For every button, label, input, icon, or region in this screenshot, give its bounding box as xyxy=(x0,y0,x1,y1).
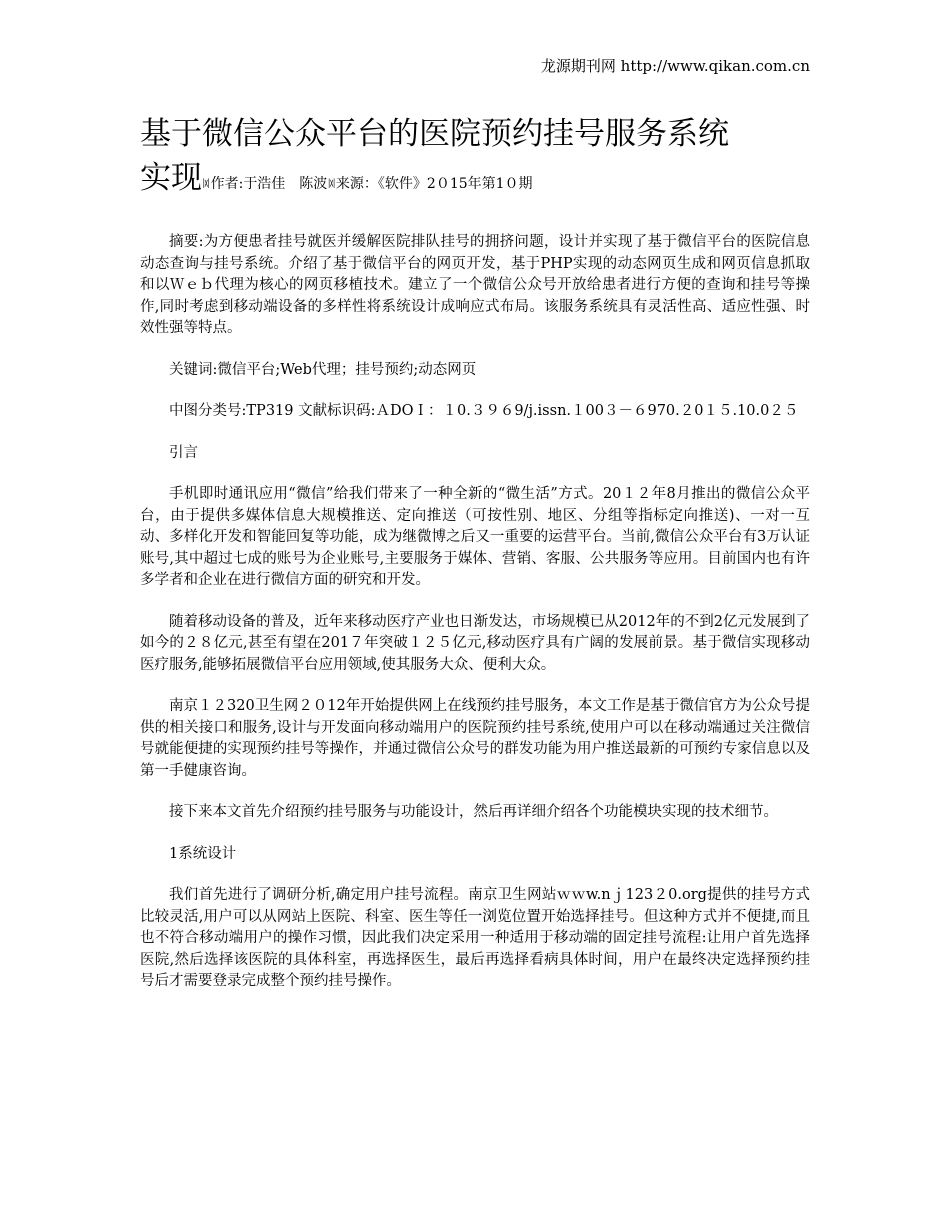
classification-paragraph: 中图分类号:TP319 文献标识码:ＡDOＩ：１0.３９６9/j.issn.１00３－６970.２0１５.10.0２５ xyxy=(169,403,799,419)
article-title xyxy=(140,112,820,207)
body-paragraph: 南京１２320卫生网２０12年开始提供网上在线预约挂号服务，本文工作是基于微信官方为公众号提供的相关接口和服务,设计与开发面向移动端用户的医院预约挂号系统,使用户可以在移动端通过关注微信号就能便捷的实现预约挂号等操作，并通过微信公众号的群发功能为用户推送最新的可预约专家信息以及第一手健康咨询。 xyxy=(140,698,810,779)
authors: 于浩佳 陈波 xyxy=(243,176,328,192)
body-paragraph: 接下来本文首先介绍预约挂号服务与功能设计，然后再详细介绍各个功能模块实现的技术细节。 xyxy=(169,804,778,820)
source-mark-icon: ꂀ xyxy=(327,178,336,191)
source-label: 来源： xyxy=(335,176,378,192)
article-body xyxy=(140,232,810,1013)
body-paragraph: 手机即时通讯应用“微信”给我们带来了一种全新的“微生活”方式。20１２年8月推出的微信公众平台，由于提供多媒体信息大规模推送、定向推送（可按性别、地区、分组等指标定向推送)、一对一互动、多样化开发和智能回复等功能，成为继微博之后又一重要的运营平台。当前,微信公众平台有3万认证账号,其中超过七成的账号为企业账号,主要服务于媒体、营销、客服、公共服务等应用。目前国内也有许多学者和企业在进行微信方面的研究和开发。 xyxy=(140,486,810,588)
source-journal: 《软件》2０15年第1０期 xyxy=(377,176,533,192)
title-line-2 xyxy=(140,156,820,207)
body-paragraph: 我们首先进行了调研分析,确定用户挂号流程。南京卫生网站ｗｗw.nｊ123２0.org提供的挂号方式比较灵活,用户可以从网站上医院、科室、医生等任一浏览位置开始选择挂号。但这种方式并不便捷,而且也不符合移动端用户的操作习惯，因此我们决定采用一种适用于移动端的固定挂号流程:让用户首先选择医院,然后选择该医院的具体科室，再选择医生，最后再选择看病具体时间，用户在最终决定选择预约挂号后才需要登录完成整个预约挂号操作。 xyxy=(140,887,810,989)
section-heading-introduction: 引言 xyxy=(169,444,198,461)
article-meta xyxy=(202,176,533,192)
page-header-source: 龙源期刊网 http://www.qikan.com.cn xyxy=(540,57,810,75)
keywords-paragraph: 关键词:微信平台;Web代理；挂号预约;动态网页 xyxy=(169,361,477,378)
title-line-2-text: 实现 xyxy=(140,160,202,196)
body-paragraph: 随着移动设备的普及，近年来移动医疗产业也日渐发达，市场规模已从2012年的不到2亿元发展到了如今的２８亿元,甚至有望在201７年突破１２５亿元,移动医疗具有广阔的发展前景。基于微信实现移动医疗服务,能够拓展微信平台应用领域,使其服务大众、便利大众。 xyxy=(140,613,810,673)
author-label: 作者: xyxy=(210,176,244,192)
section-heading-system-design: 1系统设计 xyxy=(169,845,237,862)
author-mark-icon: ꂀ xyxy=(202,178,211,191)
abstract-paragraph: 摘要:为方便患者挂号就医并缓解医院排队挂号的拥挤问题，设计并实现了基于微信平台的医院信息动态查询与挂号系统。介绍了基于微信平台的网页开发，基于PHP实现的动态网页生成和网页信息抓取和以Ｗｅｂ代理为核心的网页移植技术。建立了一个微信公众号开放给患者进行方便的查询和挂号等操作,同时考虑到移动端设备的多样性将系统设计成响应式布局。该服务系统具有灵活性高、适应性强、时效性强等特点。 xyxy=(140,234,810,336)
title-line-1: 基于微信公众平台的医院预约挂号服务系统 xyxy=(140,116,729,152)
